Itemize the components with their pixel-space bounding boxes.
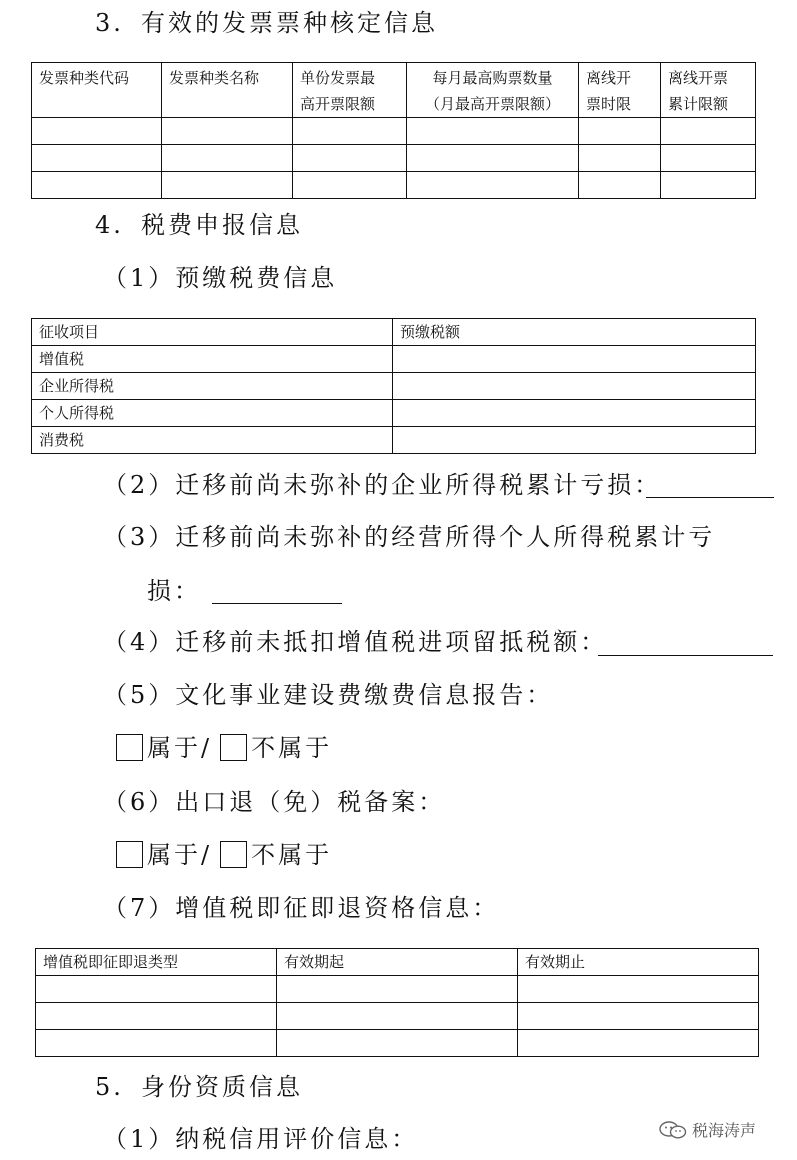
table-cell[interactable] bbox=[518, 1003, 759, 1030]
section-number: 5. bbox=[95, 1073, 124, 1101]
table-cell[interactable] bbox=[518, 1030, 759, 1057]
table-cell[interactable] bbox=[661, 172, 756, 199]
table-cell[interactable] bbox=[661, 118, 756, 145]
table-cell[interactable] bbox=[407, 145, 579, 172]
table-cell[interactable] bbox=[36, 1030, 277, 1057]
wechat-logo-icon bbox=[658, 1120, 688, 1140]
header-cell: 单份发票最 高开票限额 bbox=[293, 63, 407, 118]
table-cell[interactable] bbox=[293, 145, 407, 172]
table-header-row bbox=[32, 63, 756, 118]
table-cell[interactable] bbox=[277, 1003, 518, 1030]
subsection-label: （1）预缴税费信息 bbox=[103, 264, 338, 292]
amount-cell[interactable] bbox=[393, 346, 756, 373]
section-3-heading bbox=[95, 8, 438, 38]
table-cell[interactable] bbox=[32, 118, 162, 145]
table-row bbox=[36, 976, 759, 1003]
table-row bbox=[32, 145, 756, 172]
header-cell: 离线开票 累计限额 bbox=[661, 63, 756, 118]
table-header-row bbox=[32, 319, 756, 346]
table-row bbox=[36, 1030, 759, 1057]
table-cell[interactable] bbox=[579, 118, 661, 145]
section-title: 身份资质信息 bbox=[141, 1073, 303, 1101]
vat-refund-table bbox=[35, 948, 759, 1057]
item-2: （2）迁移前尚未弥补的企业所得税累计亏损： bbox=[103, 471, 662, 499]
tax-item-cell: 消费税 bbox=[32, 427, 393, 454]
item-3-line-2: 损： bbox=[147, 577, 201, 605]
header-cell: 发票种类代码 bbox=[32, 63, 162, 118]
blank-field[interactable] bbox=[212, 579, 342, 604]
table-cell[interactable] bbox=[36, 976, 277, 1003]
table-cell[interactable] bbox=[407, 172, 579, 199]
blank-field[interactable] bbox=[646, 473, 774, 498]
invoice-type-table bbox=[31, 62, 756, 199]
header-cell: 预缴税额 bbox=[393, 319, 756, 346]
table-cell[interactable] bbox=[32, 172, 162, 199]
watermark-text: 税海涛声 bbox=[692, 1121, 757, 1140]
table-cell[interactable] bbox=[579, 145, 661, 172]
section-number: 4. bbox=[95, 211, 124, 239]
item-5-1: （1）纳税信用评价信息： bbox=[103, 1125, 419, 1153]
table-cell[interactable] bbox=[277, 1030, 518, 1057]
table-cell[interactable] bbox=[32, 145, 162, 172]
header-cell: 征收项目 bbox=[32, 319, 393, 346]
table-cell[interactable] bbox=[162, 145, 293, 172]
item-3-line-1: （3）迁移前尚未弥补的经营所得个人所得税累计亏 bbox=[103, 523, 716, 551]
header-cell: 增值税即征即退类型 bbox=[36, 949, 277, 976]
table-row bbox=[36, 1003, 759, 1030]
header-cell: 有效期止 bbox=[518, 949, 759, 976]
table-row bbox=[32, 346, 756, 373]
table-cell[interactable] bbox=[36, 1003, 277, 1030]
blank-field[interactable] bbox=[598, 631, 773, 656]
header-cell: 每月最高购票数量 （月最高开票限额） bbox=[407, 63, 579, 118]
checkbox-not-belongs[interactable] bbox=[220, 734, 247, 761]
checkbox-not-belongs[interactable] bbox=[220, 841, 247, 868]
table-cell[interactable] bbox=[162, 118, 293, 145]
table-row bbox=[32, 118, 756, 145]
item-7: （7）增值税即征即退资格信息： bbox=[103, 894, 500, 922]
section-number: 3. bbox=[95, 9, 124, 37]
checkbox-belongs[interactable] bbox=[116, 734, 143, 761]
table-row bbox=[32, 427, 756, 454]
section-title: 有效的发票票种核定信息 bbox=[141, 9, 438, 37]
table-cell[interactable] bbox=[293, 172, 407, 199]
tax-item-cell: 增值税 bbox=[32, 346, 393, 373]
table-row bbox=[32, 172, 756, 199]
table-row bbox=[32, 400, 756, 427]
item-4: （4）迁移前未抵扣增值税进项留抵税额： bbox=[103, 628, 608, 656]
amount-cell[interactable] bbox=[393, 400, 756, 427]
table-header-row bbox=[36, 949, 759, 976]
table-cell[interactable] bbox=[162, 172, 293, 199]
tax-item-cell: 企业所得税 bbox=[32, 373, 393, 400]
item-6: （6）出口退（免）税备案： bbox=[103, 788, 446, 816]
header-cell: 有效期起 bbox=[277, 949, 518, 976]
watermark bbox=[658, 1118, 756, 1141]
item-5: （5）文化事业建设费缴费信息报告： bbox=[103, 681, 554, 709]
checkbox-belongs[interactable] bbox=[116, 841, 143, 868]
section-title: 税费申报信息 bbox=[141, 211, 303, 239]
section-5-heading bbox=[95, 1072, 303, 1102]
amount-cell[interactable] bbox=[393, 373, 756, 400]
tax-item-cell: 个人所得税 bbox=[32, 400, 393, 427]
table-cell[interactable] bbox=[293, 118, 407, 145]
table-cell[interactable] bbox=[579, 172, 661, 199]
amount-cell[interactable] bbox=[393, 427, 756, 454]
table-cell[interactable] bbox=[661, 145, 756, 172]
section-4-heading bbox=[95, 210, 303, 240]
table-row bbox=[32, 373, 756, 400]
table-cell[interactable] bbox=[518, 976, 759, 1003]
header-cell: 发票种类名称 bbox=[162, 63, 293, 118]
table-cell[interactable] bbox=[407, 118, 579, 145]
item-5-options: 属于/ 不属于 bbox=[116, 733, 332, 763]
header-cell: 离线开 票时限 bbox=[579, 63, 661, 118]
prepaid-tax-table bbox=[31, 318, 756, 454]
table-cell[interactable] bbox=[277, 976, 518, 1003]
item-6-options: 属于/ 不属于 bbox=[116, 840, 332, 870]
